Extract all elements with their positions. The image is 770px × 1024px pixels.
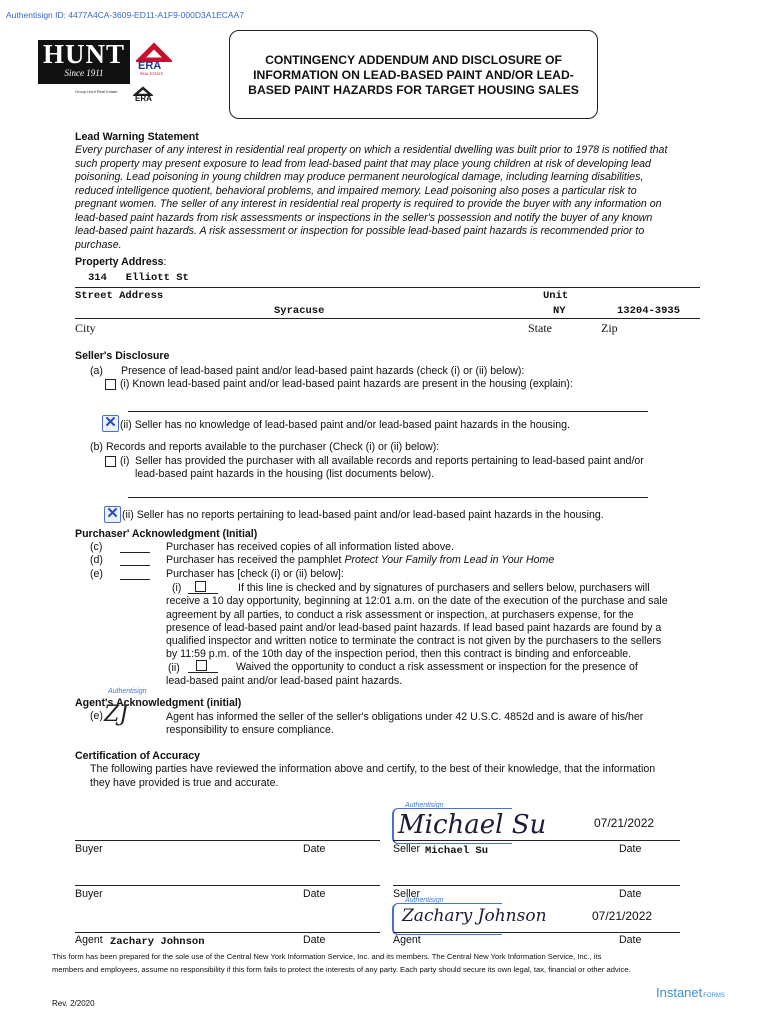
checkbox-e-ii[interactable] xyxy=(196,660,207,671)
agent-name[interactable]: Zachary Johnson xyxy=(110,936,205,948)
seller2-label: Seller xyxy=(393,888,421,900)
seller2-line[interactable] xyxy=(393,885,680,886)
property-heading xyxy=(75,256,166,268)
seller-signature[interactable]: Michael Su xyxy=(398,810,547,840)
agent-initials[interactable]: ZJ xyxy=(104,702,129,727)
state-label: State xyxy=(528,321,552,335)
item-e-i-body xyxy=(166,582,668,662)
e-i-line-text: presence of lead-based paint and/or lead-based paint hazards. If lead based paint hazards are found by a xyxy=(166,621,662,634)
buyer2-label: Buyer xyxy=(75,888,103,900)
item-b-i-line2: lead-based paint hazards in the housing (list documents below). xyxy=(135,468,435,480)
agent-signature[interactable]: Zachary Johnson xyxy=(402,906,547,926)
hunt-since-text: Since 1911 xyxy=(64,68,104,78)
item-c-text: Purchaser has received copies of all information listed above. xyxy=(166,541,454,553)
e-i-line-text: agreement by all parties, to conduct a risk assessment or inspection, at purchasers expense, for the xyxy=(166,608,634,621)
buyer2-date-label: Date xyxy=(303,888,326,900)
lead-warning-line: such property may present exposure to lead from lead-based paint that may place young children at risk of developing lead xyxy=(75,157,651,170)
forms-brand: FORMS xyxy=(703,993,725,999)
certification-line2: they have provided is true and accurate. xyxy=(90,777,279,789)
hunt-tagline: Group Hunt Real Estate xyxy=(75,89,118,94)
agent-sign-line[interactable] xyxy=(393,932,680,933)
item-b-i-line1: Seller has provided the purchaser with all available records and reports pertaining to lead-based paint and/or xyxy=(135,455,644,467)
era-house-icon xyxy=(136,40,172,62)
agent-label: Agent xyxy=(75,934,103,946)
item-b-ii-text: (ii) Seller has no reports pertaining to lead-based paint and/or lead-based paint hazards in the housing. xyxy=(122,509,604,521)
lead-warning-line: lead-based paint hazards from risk assessments or inspections in the seller's possession and notify the buyer of any known xyxy=(75,211,653,224)
agent-date-label: Date xyxy=(303,934,326,946)
item-e-ii-line1: Waived the opportunity to conduct a risk assessment or inspection for the presence of xyxy=(236,661,638,673)
city-value[interactable]: Syracuse xyxy=(274,305,325,317)
agent-ack-heading: Agent's Acknowledgment (initial) xyxy=(75,697,242,709)
lead-warning-line: reduced intelligence quotient, behavioral problems, and impaired memory. Lead poisoning also poses a particular risk to xyxy=(75,184,637,197)
initial-blank-e[interactable] xyxy=(120,579,150,580)
item-b-text: Records and reports available to the purchaser (Check (i) or (ii) below): xyxy=(106,441,440,453)
item-a-label: (a) xyxy=(90,365,103,377)
title-line-1: CONTINGENCY ADDENDUM AND DISCLOSURE OF xyxy=(265,53,562,67)
era-logo-small xyxy=(133,86,157,106)
lead-warning-line: poisoning. Lead poisoning in young children may produce permanent neurological damage, including learning disabilities, xyxy=(75,171,644,183)
agent-ack-line1: Agent has informed the seller of the seller's obligations under 42 U.S.C. 4852d and is aware of his/her xyxy=(166,711,644,723)
lead-warning-line: pregnant women. The seller of any interest in residential real property is required to provide the buyer with any information on xyxy=(75,198,662,210)
agent-sign-label: Agent xyxy=(393,934,421,946)
lead-warning-line: Every purchaser of any interest in residential real property on which a residential dwelling was built prior to 1978 is notified that xyxy=(75,144,668,156)
e-i-line-text: qualified inspector and written notice to terminate the contract is not given by the purchasers to the sellers xyxy=(166,635,662,648)
title-line-2: INFORMATION ON LEAD-BASED PAINT AND/OR LEAD- xyxy=(253,68,574,82)
buyer2-line[interactable] xyxy=(75,885,380,886)
checkbox-a-ii[interactable]: ✕ xyxy=(102,415,119,432)
unit-label: Unit xyxy=(543,290,569,302)
agent-sig-auth-tag: Authentisign xyxy=(405,897,444,904)
hunt-logo-text: HUNT xyxy=(42,39,125,69)
era-small-text: ERA xyxy=(135,94,152,103)
lead-warning-body xyxy=(75,144,667,252)
item-e-label: (e) xyxy=(90,568,103,580)
era-logo xyxy=(136,40,172,74)
item-a-ii-text: (ii) Seller has no knowledge of lead-based paint and/or lead-based paint hazards in the housing. xyxy=(120,419,570,431)
buyer1-date-label: Date xyxy=(303,843,326,855)
checkbox-b-ii[interactable]: ✕ xyxy=(104,506,121,523)
item-b-label: (b) xyxy=(90,441,103,453)
item-e-ii-num: (ii) xyxy=(168,662,180,674)
title-line-3: BASED PAINT HAZARDS FOR TARGET HOUSING SALES xyxy=(248,83,579,97)
seller2-date-label: Date xyxy=(619,888,642,900)
seller1-name[interactable]: Michael Su xyxy=(425,845,489,857)
seller1-label: Seller xyxy=(393,843,421,855)
pamphlet-title: Protect Your Family from Lead in Your Home xyxy=(344,554,555,566)
footer-line2: members and employees, assume no responsibility if this form fails to protect the interests of any party. Each party should secure its own legal, tax, financial or other advice. xyxy=(52,965,631,974)
title-box xyxy=(229,30,598,119)
seller-disclosure-heading: Seller's Disclosure xyxy=(75,350,170,362)
agent-sign-date-label: Date xyxy=(619,934,642,946)
agent-sign-date[interactable]: 07/21/2022 xyxy=(592,909,653,923)
agent-line[interactable] xyxy=(75,932,380,933)
instanet-forms-logo xyxy=(656,985,725,1000)
state-value[interactable]: NY xyxy=(553,305,566,317)
property-heading-colon: : xyxy=(163,256,167,268)
item-d-text-a: Purchaser has received the pamphlet xyxy=(166,554,345,566)
zip-label: Zip xyxy=(601,321,618,335)
item-c-label: (c) xyxy=(90,541,103,553)
item-e-ii-line2: lead-based paint and/or lead-based paint hazards. xyxy=(166,675,403,687)
seller1-line[interactable] xyxy=(393,840,680,841)
initial-blank-c[interactable] xyxy=(120,552,150,553)
buyer1-label: Buyer xyxy=(75,843,103,855)
lead-warning-line: lead-based paint hazards. A risk assessment or inspection for possible lead-based paint hazards is recommended prior to xyxy=(75,225,645,237)
seller-sign-date[interactable]: 07/21/2022 xyxy=(594,816,655,830)
era-sub-text: REAL ESTATE xyxy=(140,72,164,76)
street-address-label: Street Address xyxy=(75,290,164,302)
item-e-text: Purchaser has [check (i) or (ii) below]: xyxy=(166,568,344,580)
property-heading-text: Property Address xyxy=(75,256,164,268)
hunt-logo xyxy=(38,40,130,84)
authentisign-id: Authentisign ID: 4477A4CA-3609-ED11-A1F9-000D3A1ECAA7 xyxy=(6,10,244,20)
city-line xyxy=(75,318,700,319)
certification-heading: Certification of Accuracy xyxy=(75,750,200,762)
seller-sig-auth-tag: Authentisign xyxy=(405,802,444,809)
certification-line1: The following parties have reviewed the information above and certify, to the best of their knowledge, that the information xyxy=(90,763,656,775)
item-d-text xyxy=(166,554,554,566)
e-i-line-text: If this line is checked and by signatures of purchasers and sellers below, purchasers will xyxy=(238,582,650,594)
street-address-value[interactable]: 314 Elliott St xyxy=(88,272,189,284)
e-i-line-text: by 11:59 p.m. of the 10th day of the inspection period, then this contract is binding and enforceable. xyxy=(166,648,632,661)
buyer1-line[interactable] xyxy=(75,840,380,841)
checkbox-a-i[interactable] xyxy=(105,379,116,390)
checkbox-b-i[interactable] xyxy=(105,456,116,467)
zip-value[interactable]: 13204-3935 xyxy=(617,305,681,317)
item-f-label: (e) xyxy=(90,710,103,722)
agent-ack-line2: responsibility to ensure compliance. xyxy=(166,724,334,736)
item-b-i-num: (i) xyxy=(120,455,130,467)
initial-blank-d[interactable] xyxy=(120,565,150,566)
a-i-explain-line[interactable] xyxy=(128,411,648,412)
item-a-i-text: (i) Known lead-based paint and/or lead-based paint hazards are present in the housing (explain): xyxy=(120,378,573,390)
lead-warning-heading: Lead Warning Statement xyxy=(75,131,199,143)
e-i-line-text: receive a 10 day opportunity, beginning at 12:01 a.m. on the date of the execution of the purchase and sale xyxy=(166,595,668,608)
footer-line1: This form has been prepared for the sole use of the Central New York Information Service, Inc. and its members. The Central New York Information Service, Inc., its xyxy=(52,952,602,961)
item-a-text: Presence of lead-based paint and/or lead-based paint hazards (check (i) or (ii) below): xyxy=(121,365,525,377)
era-logo-text: ERA xyxy=(138,60,162,72)
e-ii-line xyxy=(188,672,218,673)
lead-warning-line: purchase. xyxy=(75,238,122,251)
item-d-label: (d) xyxy=(90,554,103,566)
item-e-i-num: (i) xyxy=(172,582,182,594)
b-i-documents-line[interactable] xyxy=(128,497,648,498)
purchaser-ack-heading: Purchaser' Acknowledgment (Initial) xyxy=(75,528,258,540)
city-label: City xyxy=(75,321,96,335)
agent-initial-auth-tag: Authentisign xyxy=(108,688,147,695)
seller1-date-label: Date xyxy=(619,843,642,855)
revision-label: Rev. 2/2020 xyxy=(52,999,95,1008)
street-address-line xyxy=(75,287,700,288)
instanet-brand: Instanet xyxy=(656,985,703,1000)
